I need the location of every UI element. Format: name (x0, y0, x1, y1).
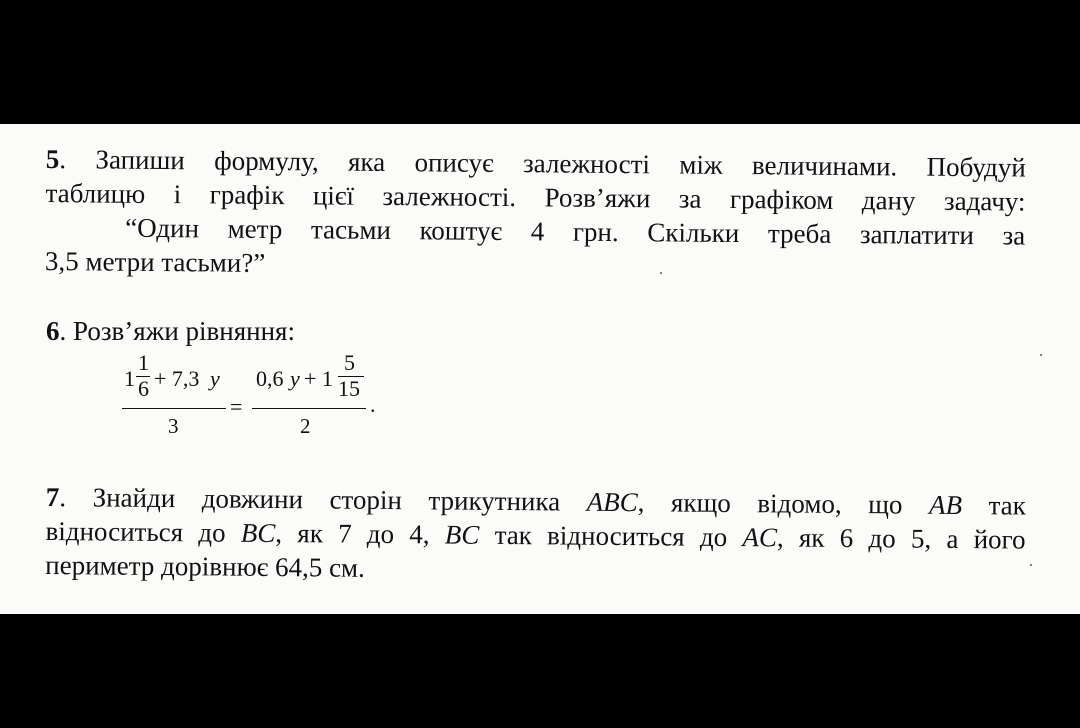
eq-right-fraction-bar (252, 408, 366, 409)
task-7-line-3: периметр дорівнює 64,5 см. (45, 549, 365, 583)
task-7-line-1c: так (961, 489, 1026, 521)
eq-right-coef: 0,6 (256, 366, 284, 391)
side-bc-2: BC (444, 519, 480, 550)
task-7-line-2a: відноситься до (45, 515, 241, 548)
eq-right-den: 2 (300, 414, 311, 438)
eq-right-frac-den: 15 (338, 376, 360, 401)
task-6-text: . Розв’яжи рівняння: (59, 316, 295, 346)
side-bc: BC (240, 517, 276, 549)
eq-left-frac-den: 6 (138, 376, 149, 401)
eq-left-rest: + 7,3 (154, 366, 200, 391)
eq-left-var: y (210, 366, 220, 391)
task-7-line-1b: , якщо відомо, що (637, 487, 930, 520)
task-5 (45, 142, 1026, 287)
eq-left-fraction-bar (122, 408, 226, 409)
scan-speck (660, 272, 662, 274)
eq-left-frac-num: 1 (138, 350, 149, 375)
task-7 (45, 480, 1026, 591)
eq-right-frac-num: 5 (344, 350, 355, 375)
task-5-number: 5 (45, 143, 60, 175)
task-5-line-1: . Запиши формулу, яка описує залежності між величинами. Побудуй (59, 144, 1026, 183)
task-6-number: 6 (46, 316, 60, 346)
eq-right-mid: + 1 (304, 366, 333, 391)
eq-end-period: . (370, 392, 376, 417)
side-ab: AB (928, 489, 963, 520)
task-7-line-2b: , як 7 до 4, (275, 518, 446, 550)
task-6 (46, 314, 1026, 348)
task-5-line-3: “Один метр тасьми коштує 4 грн. Скільки треба заплатити за (125, 212, 1026, 251)
eq-left-whole: 1 (124, 366, 135, 391)
eq-left-den: 3 (168, 414, 179, 438)
eq-right-var: y (290, 366, 300, 391)
worksheet-page (0, 124, 1080, 614)
task-7-number: 7 (45, 481, 60, 513)
task-7-line-2d: , як 6 до 5, а його (776, 522, 1026, 555)
task-7-line-2c: так відноситься до (479, 519, 743, 553)
task-7-line-1a: . Знайди довжини сторін трикутника (59, 482, 587, 517)
scan-speck (1030, 564, 1032, 566)
task-5-line-4: 3,5 метри тасьми?” (44, 245, 266, 278)
task-5-line-2: таблицю і графік цієї залежності. Розв’яжи за графіком дану задачу: (45, 177, 1026, 217)
equation (118, 350, 398, 448)
eq-equals: = (230, 394, 243, 419)
side-ac: AC (742, 522, 778, 553)
scan-speck (1040, 354, 1042, 356)
triangle-abc: ABC (586, 486, 638, 518)
